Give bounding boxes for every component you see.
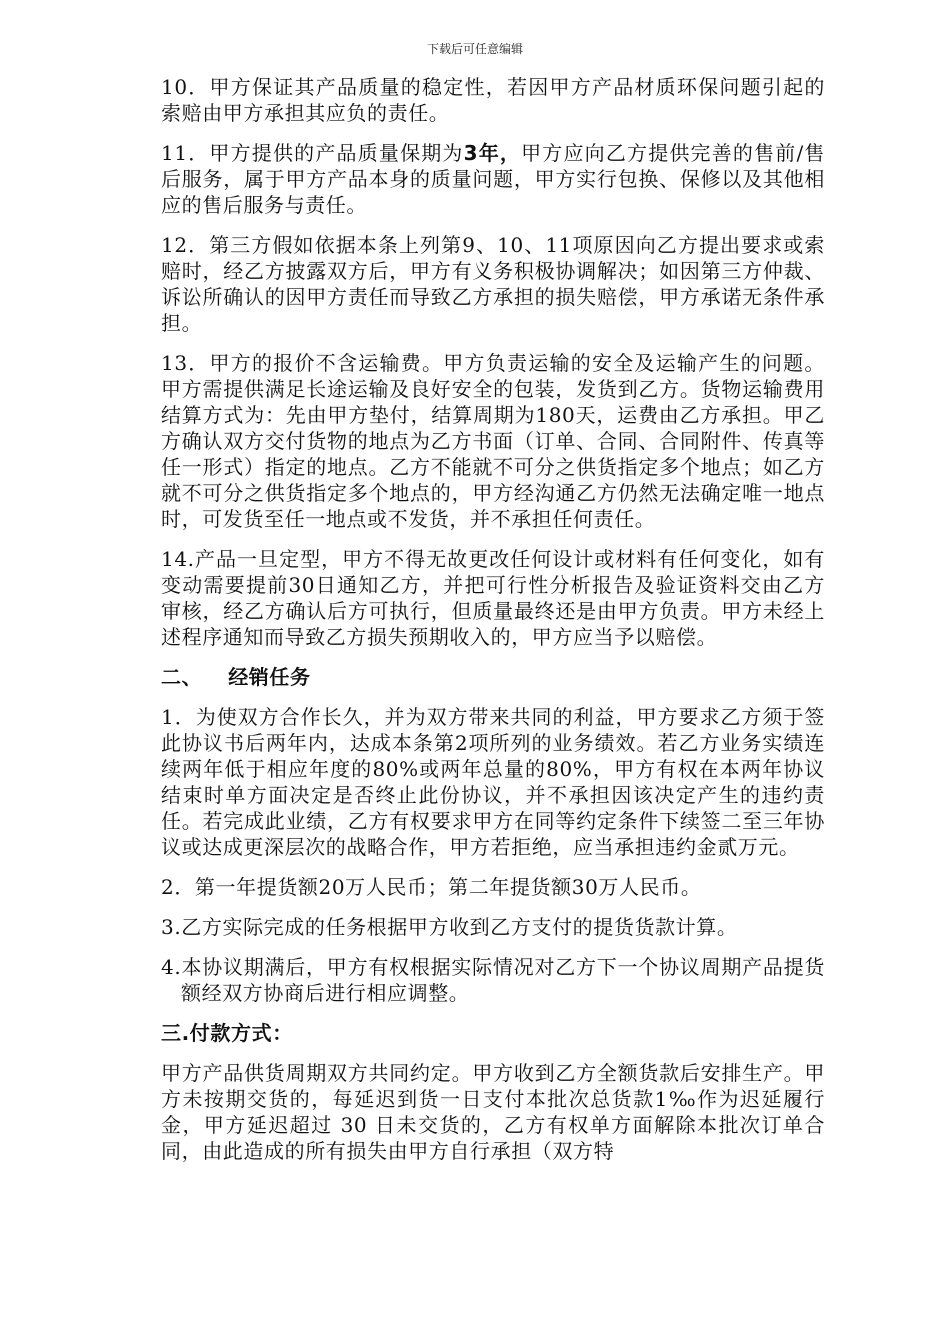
clause-11-warranty-term: 3年， <box>463 141 522 165</box>
header-note: 下载后可任意编辑 <box>426 42 523 56</box>
section-2-heading <box>161 664 825 690</box>
clause-11-text-b: 甲方应向乙方提供完善的售前/售后服务，属于甲方产品本身的质量问题，甲方实行包换、保修以及其他相应的售后服务与责任。 <box>161 141 825 217</box>
section-2-item-2: 2．第一年提货额20万人民币；第二年提货额30万人民币。 <box>161 875 702 899</box>
clause-10: 10．甲方保证其产品质量的稳定性，若因甲方产品材质环保问题引起的索赔由甲方承担其应负的责任。 <box>161 75 825 125</box>
clause-11-text-a: 11．甲方提供的产品质量保期为 <box>161 141 464 165</box>
document-body <box>161 74 825 1178</box>
clause-13: 13．甲方的报价不含运输费。甲方负责运输的安全及运输产生的问题。甲方需提供满足长途运输及良好安全的包装，发货到乙方。货物运输费用结算方式为：先由甲方垫付，结算周期为180天，运费由乙方承担。甲乙方确认双方交付货物的地点为乙方书面（订单、合同、合同附件、传真等任一形式）指定的地点。乙方不能就不可分之供货指定多个地点；如乙方就不可分之供货指定多个地点的，甲方经沟通乙方仍然无法确定唯一地点时，可发货至任一地点或不发货，并不承担任何责任。 <box>161 351 825 531</box>
section-3-paragraph: 甲方产品供货周期双方共同约定。甲方收到乙方全额货款后安排生产。甲方未按期交货的，每延迟到货一日支付本批次总货款1‰作为迟延履行金，甲方延迟超过 30 日未交货的，乙方有权单方面解除本批次订单合同，由此造成的所有损失由甲方自行承担（双方特 <box>161 1061 825 1163</box>
section-2-item-3: 3.乙方实际完成的任务根据甲方收到乙方支付的提货货款计算。 <box>161 915 738 939</box>
section-2-number: 二、 <box>161 665 203 689</box>
clause-12: 12．第三方假如依据本条上列第9、10、11项原因向乙方提出要求或索赔时，经乙方披露双方后，甲方有义务积极协调解决；如因第三方仲裁、诉讼所确认的因甲方责任而导致乙方承担的损失赔偿，甲方承诺无条件承担。 <box>161 233 825 335</box>
section-2-item-1: 1．为使双方合作长久，并为双方带来共同的利益，甲方要求乙方须于签此协议书后两年内，达成本条第2项所列的业务绩效。若乙方业务实绩连续两年低于相应年度的80%或两年总量的80%，甲方有权在本两年协议结束时单方面决定是否终止此份协议，并不承担因该决定产生的违约责任。若完成此业绩，乙方有权要求甲方在同等约定条件下续签二至三年协议或达成更深层次的战略合作，甲方若拒绝，应当承担违约金贰万元。 <box>161 705 825 859</box>
section-3-heading: 三.付款方式： <box>161 1021 293 1045</box>
section-2-title: 经销任务 <box>228 665 311 689</box>
clause-14: 14.产品一旦定型，甲方不得无故更改任何设计或材料有任何变化，如有变动需要提前30日通知乙方，并把可行性分析报告及验证资料交由乙方审核，经乙方确认后方可执行，但质量最终还是由甲方负责。甲方未经上述程序通知而导致乙方损失预期收入的，甲方应当予以赔偿。 <box>161 547 825 649</box>
section-2-item-4: 4.本协议期满后，甲方有权根据实际情况对乙方下一个协议周期产品提货额经双方协商后进行相应调整。 <box>161 955 825 1005</box>
clause-11 <box>161 140 825 218</box>
